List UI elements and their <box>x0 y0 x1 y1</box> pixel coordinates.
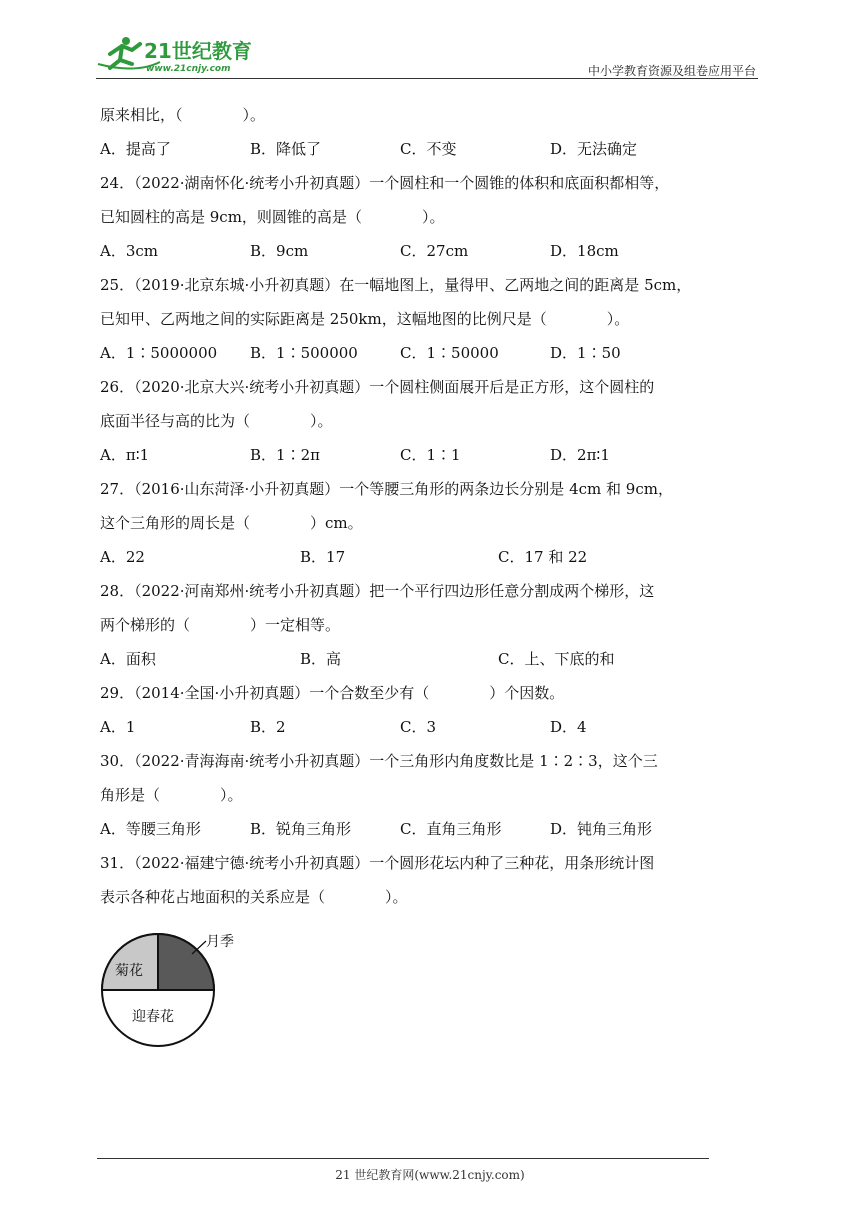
question-text: 表示各种花占地面积的关系应是（ ）。 <box>100 888 408 906</box>
question-text: 已知圆柱的高是 9cm，则圆锥的高是（ ）。 <box>100 208 445 226</box>
option-b: B．降低了 <box>250 140 322 158</box>
pie-figure-svg <box>100 932 300 1052</box>
option-b: B．2 <box>250 718 286 736</box>
question-text: 24．（2022·湖南怀化·统考小升初真题）一个圆柱和一个圆锥的体积和底面积都相等， <box>100 174 670 192</box>
question-26 <box>100 370 760 472</box>
option-c: C．17 和 22 <box>498 548 588 566</box>
option-a: A．1 <box>100 718 136 736</box>
option-c: C．27cm <box>400 242 469 260</box>
page-footer: 21 世纪教育网(www.21cnjy.com) <box>335 1168 525 1182</box>
question-text: 已知甲、乙两地之间的实际距离是 250km，这幅地图的比例尺是（ ）。 <box>100 310 630 328</box>
options-row <box>100 234 760 268</box>
option-a: A．1∶5000000 <box>100 344 218 362</box>
question-list <box>100 98 760 1052</box>
question-24 <box>100 166 760 268</box>
logo-title: 21世纪教育 <box>144 39 252 63</box>
option-d: D．4 <box>550 718 587 736</box>
option-a: A．提高了 <box>100 140 171 158</box>
options-row <box>100 132 760 166</box>
question-31 <box>100 846 760 1052</box>
option-d: D．1∶50 <box>550 344 621 362</box>
option-c: C．1∶50000 <box>400 344 499 362</box>
pie-label-juhua: 菊花 <box>115 963 143 979</box>
question-text: 原来相比，（ ）。 <box>100 106 266 124</box>
option-a: A．3cm <box>100 242 159 260</box>
option-d: D．无法确定 <box>550 140 638 158</box>
option-b: B．17 <box>300 548 346 566</box>
option-b: B．1∶2π <box>250 446 320 464</box>
question-25 <box>100 268 760 370</box>
question-text: 28．（2022·河南郑州·统考小升初真题）把一个平行四边形任意分割成两个梯形，这 <box>100 582 655 600</box>
question-text: 31．（2022·福建宁德·统考小升初真题）一个圆形花坛内种了三种花，用条形统计图 <box>100 854 655 872</box>
logo-url: www.21cnjy.com <box>146 64 231 74</box>
question-text: 27．（2016·山东菏泽·小升初真题）一个等腰三角形的两条边长分别是 4cm 和 9cm， <box>100 480 673 498</box>
header-platform-text: 中小学教育资源及组卷应用平台 <box>587 64 756 78</box>
option-b: B．1∶500000 <box>250 344 358 362</box>
options-row <box>100 710 760 744</box>
option-b: B．高 <box>300 650 342 668</box>
question-text: 这个三角形的周长是（ ）cm。 <box>100 514 363 532</box>
options-row <box>100 540 760 574</box>
question-27 <box>100 472 760 574</box>
question-30 <box>100 744 760 846</box>
option-d: D．18cm <box>550 242 619 260</box>
option-a: A．22 <box>100 548 145 566</box>
question-text: 底面半径与高的比为（ ）。 <box>100 412 333 430</box>
pie-label-yueji: 月季 <box>206 934 234 950</box>
header-divider <box>96 78 758 79</box>
options-row <box>100 642 760 676</box>
options-row <box>100 336 760 370</box>
pie-slice-juhua <box>102 934 158 990</box>
option-a: A．等腰三角形 <box>100 820 201 838</box>
option-c: C．不变 <box>400 140 457 158</box>
question-text: 25．（2019·北京东城·小升初真题）在一幅地图上，量得甲、乙两地之间的距离是 5cm， <box>100 276 692 294</box>
option-a: A．面积 <box>100 650 156 668</box>
option-b: B．锐角三角形 <box>250 820 352 838</box>
question-text: 30．（2022·青海海南·统考小升初真题）一个三角形内角度数比是 1∶2∶3，这个三 <box>100 752 658 770</box>
option-c: C．上、下底的和 <box>498 650 615 668</box>
option-a: A．π∶1 <box>100 446 150 464</box>
question-text: 29．（2014·全国·小升初真题）一个合数至少有（ ）个因数。 <box>100 684 565 702</box>
option-b: B．9cm <box>250 242 309 260</box>
option-d: D．钝角三角形 <box>550 820 653 838</box>
options-row <box>100 438 760 472</box>
flower-bed-pie-figure <box>100 932 300 1052</box>
question-23 <box>100 98 760 166</box>
question-text: 角形是（ ）。 <box>100 786 243 804</box>
pie-label-yingchunhua: 迎春花 <box>132 1009 174 1025</box>
question-28 <box>100 574 760 676</box>
footer-divider <box>97 1158 709 1159</box>
question-29 <box>100 676 760 744</box>
options-row <box>100 812 760 846</box>
option-c: C．1∶1 <box>400 446 461 464</box>
question-text: 两个梯形的（ ）一定相等。 <box>100 616 341 634</box>
option-d: D．2π∶1 <box>550 446 610 464</box>
option-c: C．直角三角形 <box>400 820 502 838</box>
option-c: C．3 <box>400 718 437 736</box>
page-header <box>96 30 756 78</box>
question-text: 26．（2020·北京大兴·统考小升初真题）一个圆柱侧面展开后是正方形，这个圆柱的 <box>100 378 655 396</box>
site-logo <box>96 34 266 74</box>
